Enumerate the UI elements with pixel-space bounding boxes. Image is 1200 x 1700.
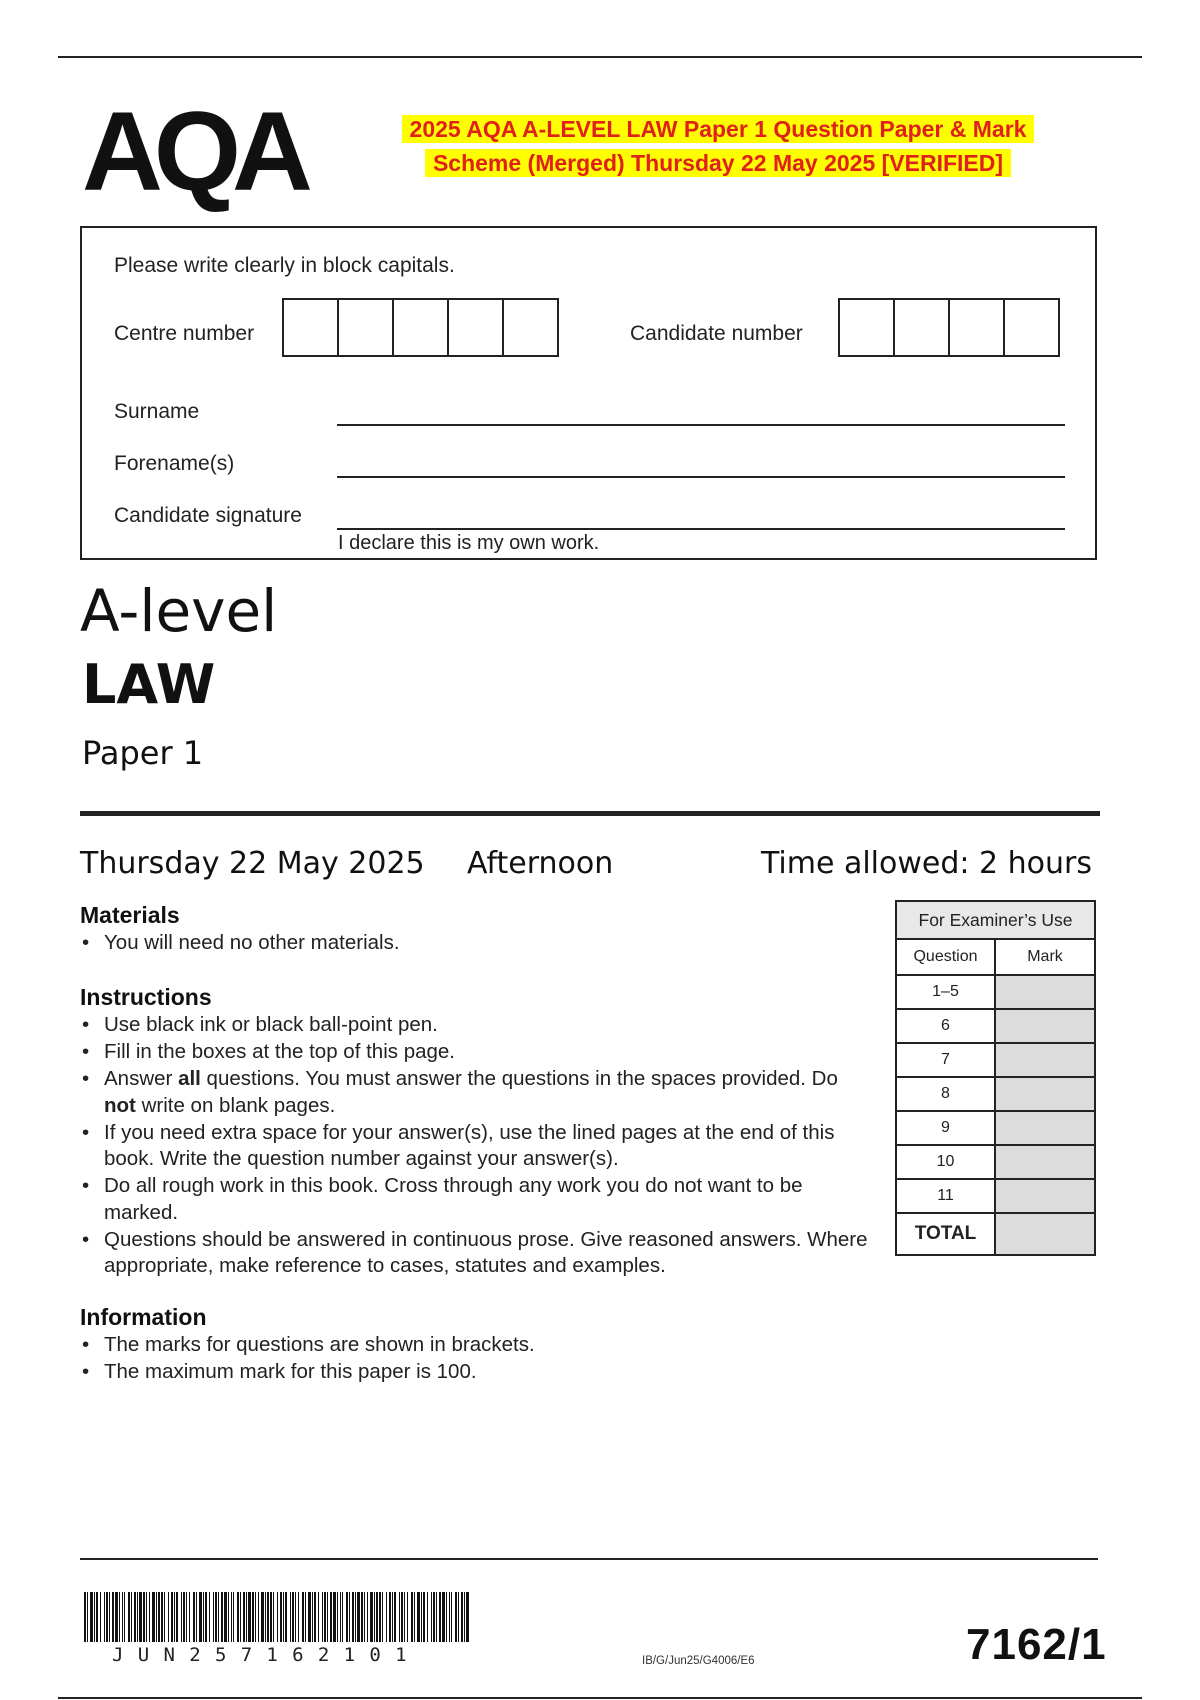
barcode-bar <box>312 1592 313 1642</box>
barcode-bar <box>394 1592 396 1642</box>
centre-number-label: Centre number <box>114 322 255 345</box>
question-cell: 6 <box>897 1010 996 1042</box>
barcode-bar <box>298 1592 299 1642</box>
barcode-bar <box>330 1592 332 1642</box>
barcode-bar <box>285 1592 287 1642</box>
barcode-bar <box>439 1592 441 1642</box>
barcode-bar <box>146 1592 147 1642</box>
mark-cell[interactable] <box>996 1044 1094 1076</box>
barcode <box>84 1592 470 1642</box>
barcode-bar <box>124 1592 125 1642</box>
mark-cell[interactable] <box>996 1180 1094 1212</box>
barcode-bar <box>243 1592 245 1642</box>
qualification-level: A-level <box>80 577 278 645</box>
information-list <box>80 1332 880 1386</box>
barcode-bar <box>455 1592 457 1642</box>
barcode-bar <box>382 1592 383 1642</box>
barcode-bar <box>255 1592 256 1642</box>
emphasis-not: not <box>104 1093 136 1117</box>
barcode-bar <box>411 1592 413 1642</box>
barcode-bar <box>84 1592 86 1642</box>
barcode-bar <box>137 1592 138 1642</box>
barcode-bar <box>374 1592 375 1642</box>
question-cell: 10 <box>897 1146 996 1178</box>
declaration-text: I declare this is my own work. <box>338 532 600 554</box>
list-item: • The maximum mark for this paper is 100. <box>80 1359 880 1386</box>
barcode-bar <box>314 1592 316 1642</box>
barcode-bar <box>205 1592 207 1642</box>
barcode-bar <box>119 1592 120 1642</box>
barcode-bar <box>231 1592 232 1642</box>
instructions-heading: Instructions <box>80 984 212 1010</box>
barcode-bar <box>174 1592 175 1642</box>
barcode-bar <box>423 1592 425 1642</box>
table-row <box>897 1044 1094 1078</box>
text-run: write on blank pages. <box>135 1093 336 1117</box>
barcode-bar <box>128 1592 130 1642</box>
barcode-bar <box>458 1592 459 1642</box>
time-allowed: Time allowed: 2 hours <box>760 846 1092 881</box>
barcode-bar <box>261 1592 264 1642</box>
barcode-bar <box>122 1592 123 1642</box>
barcode-bar <box>352 1592 354 1642</box>
barcode-bar <box>265 1592 266 1642</box>
barcode-bar <box>181 1592 182 1642</box>
list-item: • The marks for questions are shown in brackets. <box>80 1332 880 1359</box>
barcode-bar <box>308 1592 311 1642</box>
barcode-bar <box>389 1592 391 1642</box>
barcode-bar <box>442 1592 445 1642</box>
candidate-number-boxes <box>838 298 1060 357</box>
barcode-bar <box>171 1592 173 1642</box>
barcode-bar <box>246 1592 247 1642</box>
barcode-bar <box>417 1592 420 1642</box>
question-cell: 1–5 <box>897 976 996 1008</box>
centre-number-boxes <box>282 298 559 357</box>
information-heading: Information <box>80 1304 207 1330</box>
barcode-bar <box>134 1592 136 1642</box>
barcode-bar <box>349 1592 350 1642</box>
barcode-bar <box>152 1592 155 1642</box>
barcode-bar <box>407 1592 408 1642</box>
barcode-bar <box>337 1592 338 1642</box>
barcode-bar <box>370 1592 373 1642</box>
list-item: • Questions should be answered in continuous prose. Give reasoned answers. Where appropriate, make reference to cases, statutes and examples. <box>80 1227 870 1280</box>
barcode-bar <box>213 1592 214 1642</box>
barcode-bar <box>196 1592 197 1642</box>
barcode-bar <box>295 1592 296 1642</box>
barcode-bar <box>161 1592 163 1642</box>
barcode-bar <box>290 1592 291 1642</box>
exam-date: Thursday 22 May 2025 <box>80 846 425 881</box>
table-header-row <box>897 940 1094 976</box>
instructions-list <box>80 1012 870 1280</box>
list-item: • You will need no other materials. <box>80 930 880 957</box>
barcode-bar <box>327 1592 328 1642</box>
barcode-bar <box>376 1592 378 1642</box>
mark-cell[interactable] <box>996 976 1094 1008</box>
barcode-bar <box>446 1592 447 1642</box>
aqa-logo: AQA <box>82 89 304 214</box>
title-banner <box>388 114 1048 182</box>
barcode-bar <box>233 1592 234 1642</box>
centre-digit-box[interactable] <box>449 300 504 355</box>
centre-digit-box[interactable] <box>284 300 339 355</box>
list-item: • Do all rough work in this book. Cross through any work you do not want to be marked. <box>80 1173 870 1226</box>
barcode-bar <box>318 1592 319 1642</box>
paper-code: 7162/1 <box>966 1620 1107 1669</box>
barcode-bar <box>399 1592 400 1642</box>
barcode-bar <box>131 1592 132 1642</box>
barcode-bar <box>342 1592 343 1642</box>
table-row <box>897 1078 1094 1112</box>
barcode-bar <box>203 1592 204 1642</box>
barcode-bar <box>158 1592 160 1642</box>
bottom-rule <box>58 1697 1142 1699</box>
barcode-bar <box>427 1592 428 1642</box>
question-column-header: Question <box>897 940 996 974</box>
barcode-bar <box>324 1592 326 1642</box>
mark-cell[interactable] <box>996 1146 1094 1178</box>
barcode-bar <box>143 1592 145 1642</box>
barcode-bar <box>94 1592 95 1642</box>
barcode-bar <box>466 1592 469 1642</box>
barcode-bar <box>273 1592 274 1642</box>
barcode-bar <box>115 1592 118 1642</box>
centre-digit-box[interactable] <box>504 300 559 355</box>
mark-column-header: Mark <box>996 940 1094 974</box>
examiner-table-title: For Examiner’s Use <box>897 902 1094 940</box>
barcode-bar <box>267 1592 269 1642</box>
thick-divider <box>80 811 1100 816</box>
examiner-use-table <box>895 900 1096 1256</box>
candidate-digit-box[interactable] <box>1005 300 1060 355</box>
barcode-bar <box>176 1592 178 1642</box>
mark-cell[interactable] <box>996 1078 1094 1110</box>
top-rule <box>58 56 1142 58</box>
barcode-bar <box>346 1592 348 1642</box>
barcode-bar <box>364 1592 365 1642</box>
barcode-bar <box>431 1592 432 1642</box>
signature-field[interactable] <box>337 528 1065 530</box>
form-intro: Please write clearly in block capitals. <box>114 254 455 277</box>
surname-label: Surname <box>114 400 200 423</box>
barcode-bar <box>421 1592 422 1642</box>
barcode-bar <box>164 1592 165 1642</box>
barcode-bar <box>270 1592 272 1642</box>
barcode-bar <box>333 1592 336 1642</box>
barcode-bar <box>199 1592 202 1642</box>
mark-cell[interactable] <box>996 1010 1094 1042</box>
barcode-bar <box>283 1592 284 1642</box>
barcode-bar <box>100 1592 101 1642</box>
barcode-bar <box>248 1592 251 1642</box>
barcode-bar <box>361 1592 363 1642</box>
barcode-bar <box>186 1592 187 1642</box>
barcode-bar <box>433 1592 435 1642</box>
footer-rule <box>80 1558 1098 1560</box>
barcode-bar <box>449 1592 450 1642</box>
materials-list <box>80 930 880 957</box>
list-item <box>80 1066 870 1119</box>
barcode-bar <box>280 1592 282 1642</box>
table-row <box>897 1010 1094 1044</box>
barcode-bar <box>461 1592 463 1642</box>
barcode-bar <box>355 1592 356 1642</box>
candidate-details-box <box>80 226 1097 560</box>
barcode-bar <box>367 1592 368 1642</box>
subject-title: LAW <box>82 653 216 716</box>
barcode-bar <box>305 1592 306 1642</box>
barcode-bar <box>228 1592 229 1642</box>
candidate-number-label: Candidate number <box>630 322 803 345</box>
question-cell: 9 <box>897 1112 996 1144</box>
barcode-bar <box>392 1592 393 1642</box>
barcode-bar <box>451 1592 452 1642</box>
barcode-bar <box>252 1592 254 1642</box>
barcode-bar <box>87 1592 88 1642</box>
barcode-bar <box>189 1592 190 1642</box>
exam-session: Afternoon <box>467 846 614 881</box>
barcode-bar <box>90 1592 93 1642</box>
total-label: TOTAL <box>897 1214 996 1254</box>
barcode-bar <box>193 1592 195 1642</box>
barcode-bar <box>224 1592 227 1642</box>
list-item: • Use black ink or black ball-point pen. <box>80 1012 870 1039</box>
barcode-bar <box>414 1592 415 1642</box>
total-mark-cell[interactable] <box>996 1214 1094 1254</box>
list-item: • Fill in the boxes at the top of this page. <box>80 1039 870 1066</box>
question-cell: 8 <box>897 1078 996 1110</box>
barcode-number: JUN257162101 <box>112 1644 421 1666</box>
barcode-bar <box>139 1592 142 1642</box>
centre-digit-box[interactable] <box>394 300 449 355</box>
barcode-bar <box>379 1592 381 1642</box>
banner-line-1: 2025 AQA A-LEVEL LAW Paper 1 Question Paper & Mark <box>402 115 1035 143</box>
materials-heading: Materials <box>80 902 180 928</box>
barcode-bar <box>218 1592 219 1642</box>
barcode-bar <box>464 1592 465 1642</box>
banner-line-2: Scheme (Merged) Thursday 22 May 2025 [VERIFIED] <box>425 149 1011 177</box>
table-row <box>897 976 1094 1010</box>
forename-field[interactable] <box>337 476 1065 478</box>
barcode-bar <box>386 1592 387 1642</box>
text-run: Answer <box>104 1067 179 1090</box>
table-row <box>897 1146 1094 1180</box>
barcode-bar <box>322 1592 323 1642</box>
barcode-bar <box>156 1592 157 1642</box>
table-row <box>897 1180 1094 1214</box>
barcode-bar <box>302 1592 304 1642</box>
barcode-bar <box>149 1592 150 1642</box>
candidate-digit-box[interactable] <box>840 300 895 355</box>
question-cell: 7 <box>897 1044 996 1076</box>
barcode-bar <box>215 1592 217 1642</box>
question-cell: 11 <box>897 1180 996 1212</box>
barcode-bar <box>96 1592 98 1642</box>
text-run: questions. You must answer the questions in the spaces provided. Do <box>200 1067 838 1090</box>
barcode-bar <box>168 1592 169 1642</box>
emphasis-all: all <box>178 1067 201 1090</box>
barcode-bar <box>258 1592 259 1642</box>
list-item: • If you need extra space for your answer(s), use the lined pages at the end of this book. Write the question number against your answer(s). <box>80 1120 870 1173</box>
mark-cell[interactable] <box>996 1112 1094 1144</box>
barcode-bar <box>357 1592 360 1642</box>
candidate-digit-box[interactable] <box>895 300 950 355</box>
signature-label: Candidate signature <box>114 504 302 527</box>
reference-code: IB/G/Jun25/G4006/E6 <box>642 1655 755 1667</box>
centre-digit-box[interactable] <box>339 300 394 355</box>
barcode-bar <box>277 1592 278 1642</box>
barcode-bar <box>221 1592 223 1642</box>
total-row <box>897 1214 1094 1254</box>
barcode-bar <box>340 1592 341 1642</box>
barcode-bar <box>240 1592 241 1642</box>
barcode-bar <box>404 1592 405 1642</box>
barcode-bar <box>183 1592 185 1642</box>
table-row <box>897 1112 1094 1146</box>
barcode-bar <box>436 1592 437 1642</box>
barcode-bar <box>401 1592 403 1642</box>
candidate-digit-box[interactable] <box>950 300 1005 355</box>
barcode-bar <box>112 1592 114 1642</box>
barcode-bar <box>292 1592 294 1642</box>
forename-label: Forename(s) <box>114 452 235 475</box>
barcode-bar <box>209 1592 210 1642</box>
barcode-bar <box>106 1592 108 1642</box>
surname-field[interactable] <box>337 424 1065 426</box>
barcode-bar <box>237 1592 239 1642</box>
barcode-bar <box>109 1592 110 1642</box>
barcode-bar <box>104 1592 105 1642</box>
paper-number: Paper 1 <box>82 734 204 772</box>
